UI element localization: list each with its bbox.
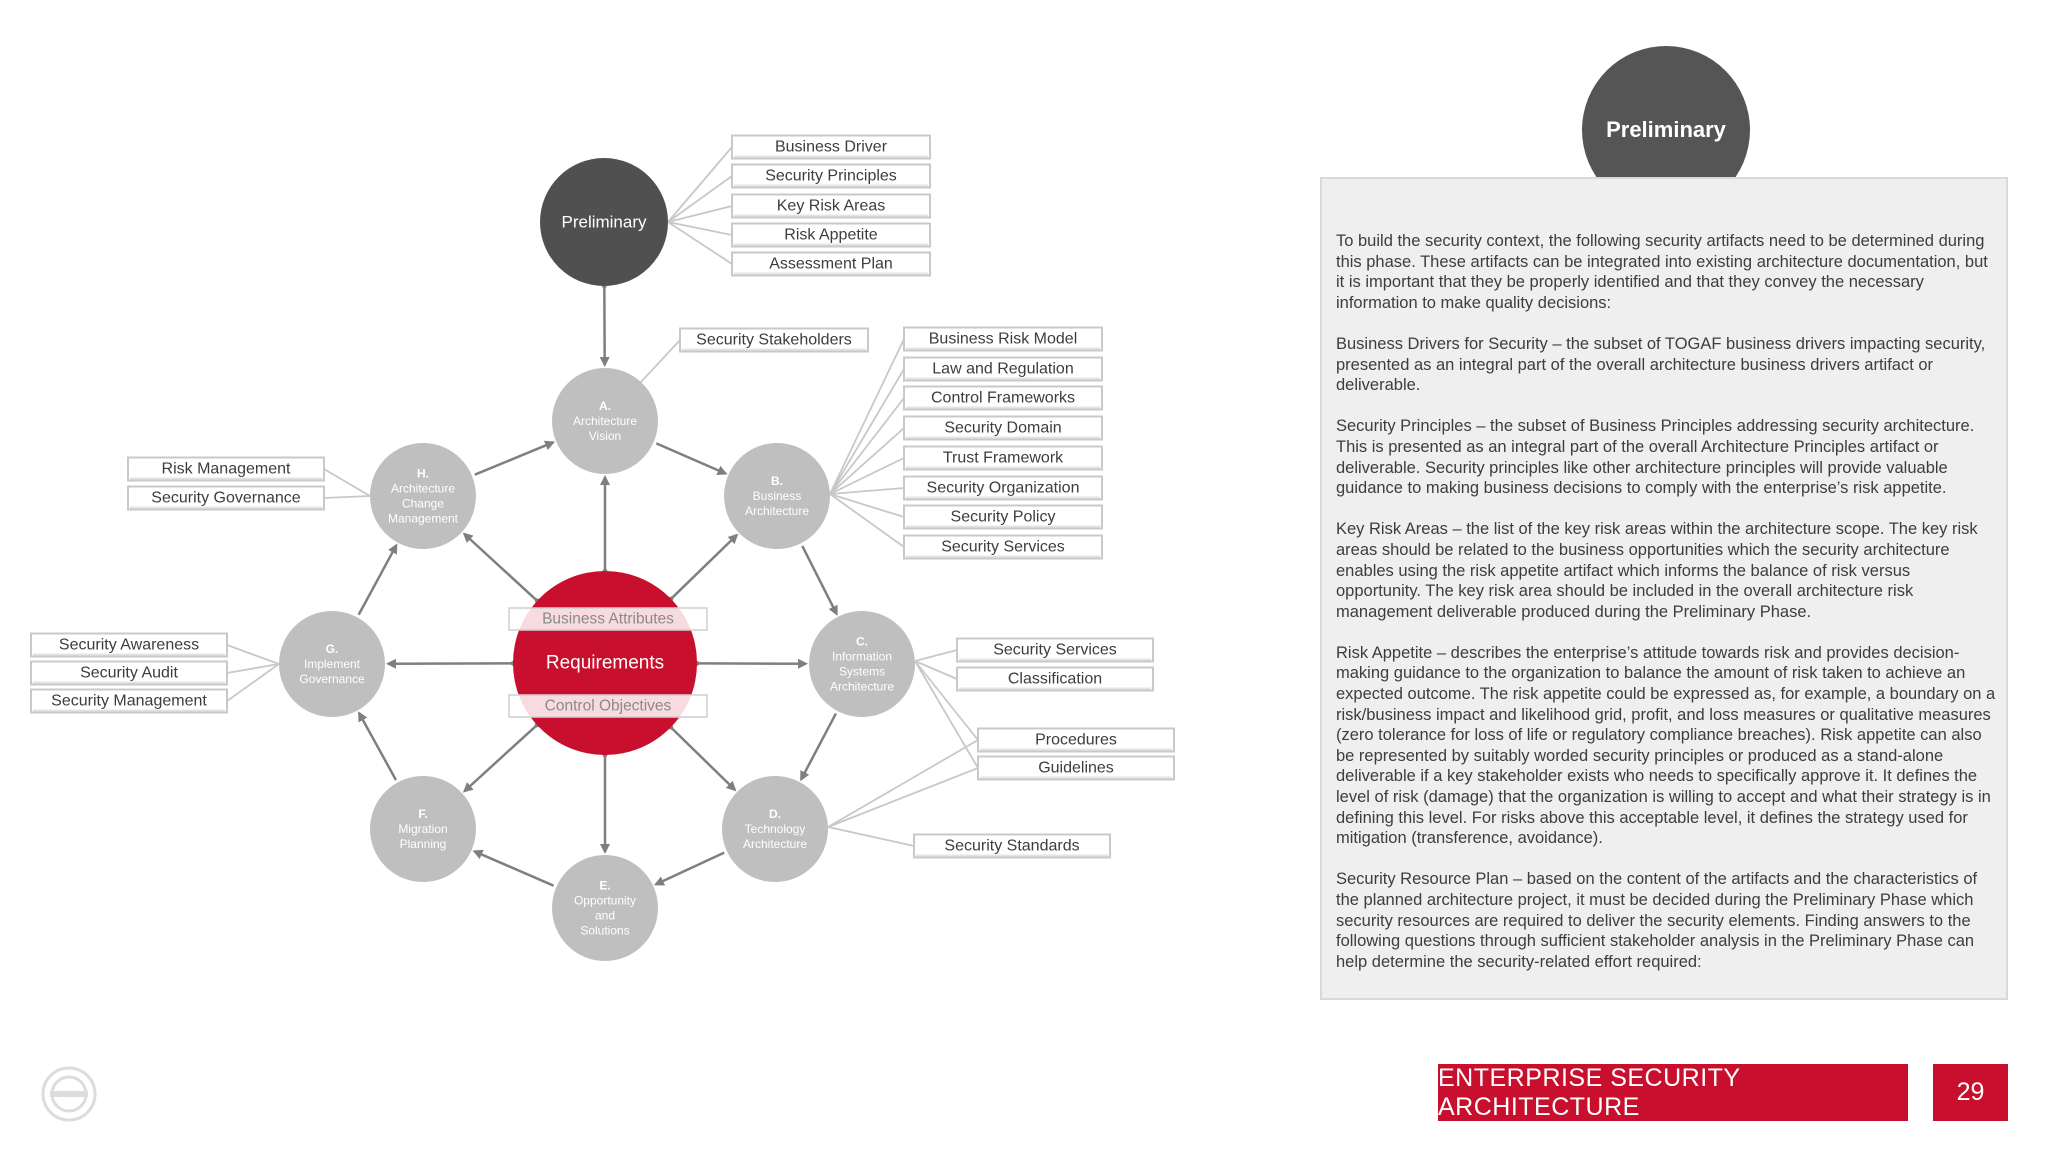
artifact-label: Security Policy [950,508,1056,526]
arrow-requirements-d [673,729,735,790]
paragraph-risk-appetite: Risk Appetite – describes the enterprise’s attitude towards risk and provides decision-making guidance to the organization to balance the amount of risk taken to achieve an expected outcome. The risk appetite could be expressed as, for example, a boundary on a risk/business impact and likelihood grid, profit, and loss measures or qualitative measures (zero tolerance for loss of life or regulatory compliance breaches). Risk appetite can also be represented by suitably worded security principles or produced as a stand-alone deliverable if a key stakeholder exists who needs to specifically approve it. It defines the level of risk (damage) that the organization is willing to accept and what their strategy is in defining this level. For risks above this acceptable level, it defines the strategy used for mitigation (transference, avoidance). [1336,643,1996,848]
artifact-box-c [957,639,1153,662]
artifact-box-preliminary [732,165,930,188]
phase-node-h [370,443,476,549]
paragraph-security-principles: Security Principles – the subset of Business Principles addressing security architecture. This is presented as an integral part of the overall Architecture Principles artifact or deliverable. Security principles like other architecture principles will provide valuable guidance to making business decisions to comply with the enterprise’s risk appetite. [1336,417,1975,498]
artifact-label: Assessment Plan [769,255,893,273]
paragraph-security-resource-plan: Security Resource Plan – based on the content of the artifacts and the characteristics of the planned architecture project, it must be decided during the Preliminary Phase which security resources are required to deliver the security elements. Finding answers to the following questions through sufficient stakeholder analysis in the Preliminary Phase can help determine the security-related effort required: [1336,870,1978,971]
paragraph-business-drivers: Business Drivers for Security – the subset of TOGAF business drivers impacting security, presented as an integral part of the overall architecture business drivers artifact or deliverable. [1336,334,1986,395]
connector-h [324,469,370,496]
artifact-box-b [904,536,1102,559]
artifact-label: Key Risk Areas [776,197,886,215]
phase-label: Technology [744,822,806,836]
artifact-box-preliminary [732,253,930,276]
artifact-label: Security Services [993,641,1117,659]
phase-label: Migration [398,822,448,836]
artifact-label: Business Risk Model [928,330,1078,348]
connector-a [641,340,680,382]
phase-letter: A. [599,399,611,413]
artifact-label: Business Driver [774,138,888,156]
control-objectives-box-label: Control Objectives [544,697,672,715]
arrow-requirements-h [464,534,535,599]
connector-cd [828,768,978,827]
artifact-label: Classification [1007,670,1103,688]
connector-b [830,428,904,494]
phase-label: Planning [399,837,447,851]
artifact-box-c [957,668,1153,691]
artifact-label: Security Domain [944,419,1062,437]
page-number [1933,1064,2008,1121]
artifact-box-b [904,387,1102,410]
artifact-box-h [128,458,324,481]
artifact-label: Risk Appetite [784,226,878,244]
arrow-c-to-d [801,714,836,780]
arrow-requirements-b [673,535,737,597]
artifact-label: Security Management [51,692,207,710]
connector-b [830,339,904,494]
footer-title-text: ENTERPRISE SECURITY ARCHITECTURE [1438,1063,1741,1121]
phase-node-d [722,776,828,882]
arrow-b-to-c [802,546,836,614]
artifact-label: Risk Management [161,460,291,478]
arrow-h-to-a [475,442,553,474]
connector-b [830,398,904,494]
artifact-label: Trust Framework [942,449,1064,467]
phase-label: Architecture [572,414,638,428]
phase-node-c [809,611,915,717]
artifact-label: Procedures [1035,731,1117,749]
business-attributes-box [509,608,707,630]
phase-label: and [594,908,616,923]
phase-node-f [370,776,476,882]
connector-g [227,664,279,701]
phase-node-b [724,443,830,549]
artifact-box-g [31,690,227,713]
preliminary-node-label: Preliminary [561,212,647,232]
phase-label: Information [831,649,893,664]
phase-label: Architecture [744,504,810,518]
artifact-box-b [904,328,1102,351]
connector-cd [828,740,978,827]
phase-label: Architecture [390,481,456,496]
artifact-label: Security Services [941,538,1065,556]
arrow-d-to-e [656,853,724,885]
paragraph-intro: To build the security context, the following security artifacts need to be determined during this phase. These artifacts can be integrated into existing architecture documentation, but it is important that they be properly identified and that they convey the necessary information to make quality decisions: [1336,232,1988,312]
arrow-f-to-g [359,713,396,780]
artifact-box-d [914,835,1110,858]
requirements-node [509,571,707,755]
phase-label: Management [387,511,459,526]
connector-h [324,496,370,498]
artifact-label: Security Organization [926,479,1080,497]
phase-label: Implement [303,657,361,671]
artifact-label: Guidelines [1038,759,1114,777]
phase-label: Business [752,489,802,503]
phase-letter: C. [856,634,868,649]
connector-b [830,494,904,547]
requirements-label: Requirements [545,652,665,674]
artifact-box-cd [978,729,1174,752]
artifact-box-b [904,417,1102,440]
phase-label: Opportunity [573,893,637,908]
artifact-label: Control Frameworks [930,389,1076,407]
arrow-e-to-f [474,851,553,885]
artifact-box-preliminary [732,195,930,218]
phase-label: Systems [838,664,886,679]
artifact-box-preliminary [732,136,930,159]
arrow-requirements-f [464,727,534,791]
phase-node-g [279,611,385,717]
company-logo-icon [40,1065,98,1123]
control-objectives-box [509,695,707,717]
phase-letter: B. [771,474,783,488]
artifact-label: Security Governance [151,489,301,507]
connector-g [227,645,279,664]
description-panel [1320,177,2008,1000]
artifact-box-g [31,634,227,657]
artifact-box-h [128,487,324,510]
artifact-box-a [680,329,868,352]
footer-title [1438,1064,1908,1121]
artifact-box-b [904,358,1102,381]
phase-label: Architecture [829,679,895,694]
connector-d [828,827,914,846]
connector-b [830,494,904,517]
arrow-a-to-b [656,443,725,473]
connector-c [915,650,957,661]
artifact-box-b [904,477,1102,500]
artifact-label: Law and Regulation [932,360,1074,378]
artifact-box-g [31,662,227,685]
business-attributes-box-label: Business Attributes [542,610,674,628]
page-number-text: 29 [1956,1078,1985,1106]
artifact-box-cd [978,757,1174,780]
artifact-label: Security Standards [944,837,1080,855]
phase-label: Solutions [580,923,630,938]
artifact-label: Security Principles [765,167,897,185]
phase-label: Vision [588,429,622,443]
phase-label: Architecture [742,837,808,851]
description-text [1336,231,1996,993]
preliminary-node [540,158,668,286]
artifact-label: Security Audit [80,664,178,682]
phase-label: Governance [299,672,365,686]
artifact-label: Security Awareness [58,636,200,654]
phase-node-a [552,368,658,474]
arrow-g-to-h [359,545,397,615]
phase-label: Change [401,496,445,511]
phase-letter: D. [769,807,781,821]
artifact-box-preliminary [732,224,930,247]
phase-letter: E. [599,878,611,893]
paragraph-key-risk-areas: Key Risk Areas – the list of the key risk areas within the architecture scope. The key risk areas should be related to the business opportunities which the security architecture enables using the risk appetite artifact which informs the balance of risk versus opportunity. The key risk area should be included in the overall architecture risk management deliverable produced during the Preliminary Phase. [1336,520,1978,621]
phase-letter: G. [325,642,339,656]
artifact-box-b [904,447,1102,470]
artifact-box-b [904,506,1102,529]
preliminary-title: Preliminary [1606,117,1726,142]
artifact-label: Security Stakeholders [696,331,852,349]
phase-nodes [279,158,915,961]
phase-node-e [552,855,658,961]
phase-letter: F. [418,807,428,821]
phase-letter: H. [417,466,429,481]
connector-preliminary [668,176,732,222]
connector-preliminary [668,147,732,222]
